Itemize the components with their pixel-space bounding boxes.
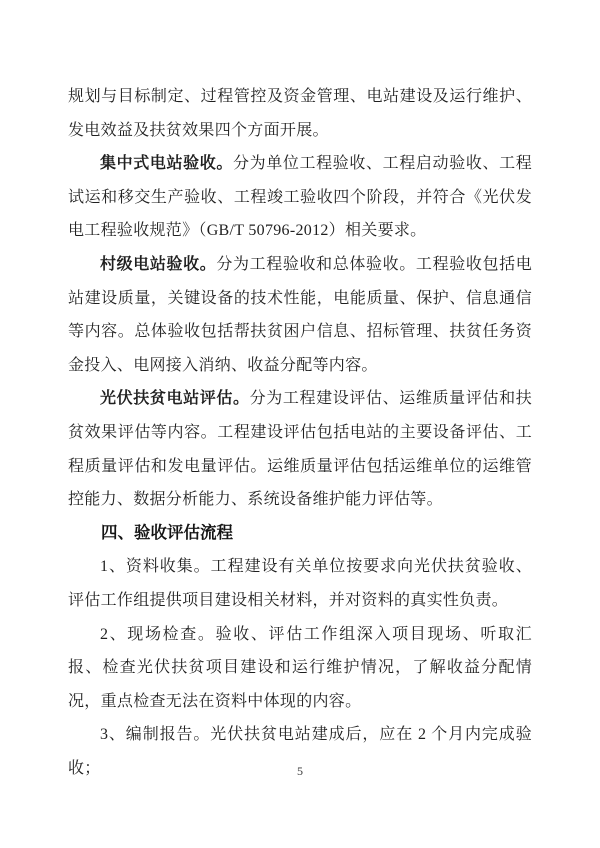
paragraph-continuation [68,80,532,147]
paragraph-text: 分为工程建设评估、运维质量评估和扶贫效果评估等内容。工程建设评估包括电站的主要设备评估、工程质量评估和发电量评估。运维质量评估包括运维单位的运维管控能力、数据分析能力、系统设备维护能力评估等。 [68,390,532,509]
paragraph-text: 分为工程验收和总体验收。工程验收包括电站建设质量，关键设备的技术性能，电能质量、保护、信息通信等内容。总体验收包括帮扶贫困户信息、招标管理、扶贫任务资金投入、电网接入消纳、收益分配等内容。 [68,255,533,374]
paragraph-pv-poverty-station-evaluation [68,382,532,516]
paragraph-lead: 集中式电站验收。 [100,155,234,173]
document-body [68,80,532,785]
paragraph-text: 分为单位工程验收、工程启动验收、工程试运和移交生产验收、工程竣工验收四个阶段，并符合《光伏发电工程验收规范》（GB/T 50796-2012）相关要求。 [68,155,532,240]
section-heading-acceptance-evaluation-process: 四、验收评估流程 [101,523,233,542]
paragraph-lead: 村级电站验收。 [100,255,217,273]
paragraph-step-data-collection: 1、资料收集。工程建设有关单位按要求向光伏扶贫验收、评估工作组提供项目建设相关材料，并对资料的真实性负责。 [68,558,532,609]
paragraph-step-site-inspection: 2、现场检查。验收、评估工作组深入项目现场、听取汇报、检查光伏扶贫项目建设和运行维护情况，了解收益分配情况，重点检查无法在资料中体现的内容。 [68,625,532,710]
paragraph-text: 规划与目标制定、过程管控及资金管理、电站建设及运行维护、发电效益及扶贫效果四个方面开展。 [68,88,532,139]
paragraph-step-report-compilation: 3、编制报告。光伏扶贫电站建成后，应在 2 个月内完成验收； [68,726,532,777]
paragraph-village-station-acceptance [68,248,532,382]
page-number: 5 [297,764,303,778]
paragraph-lead: 光伏扶贫电站评估。 [100,390,250,408]
paragraph-centralized-station-acceptance [68,147,532,248]
